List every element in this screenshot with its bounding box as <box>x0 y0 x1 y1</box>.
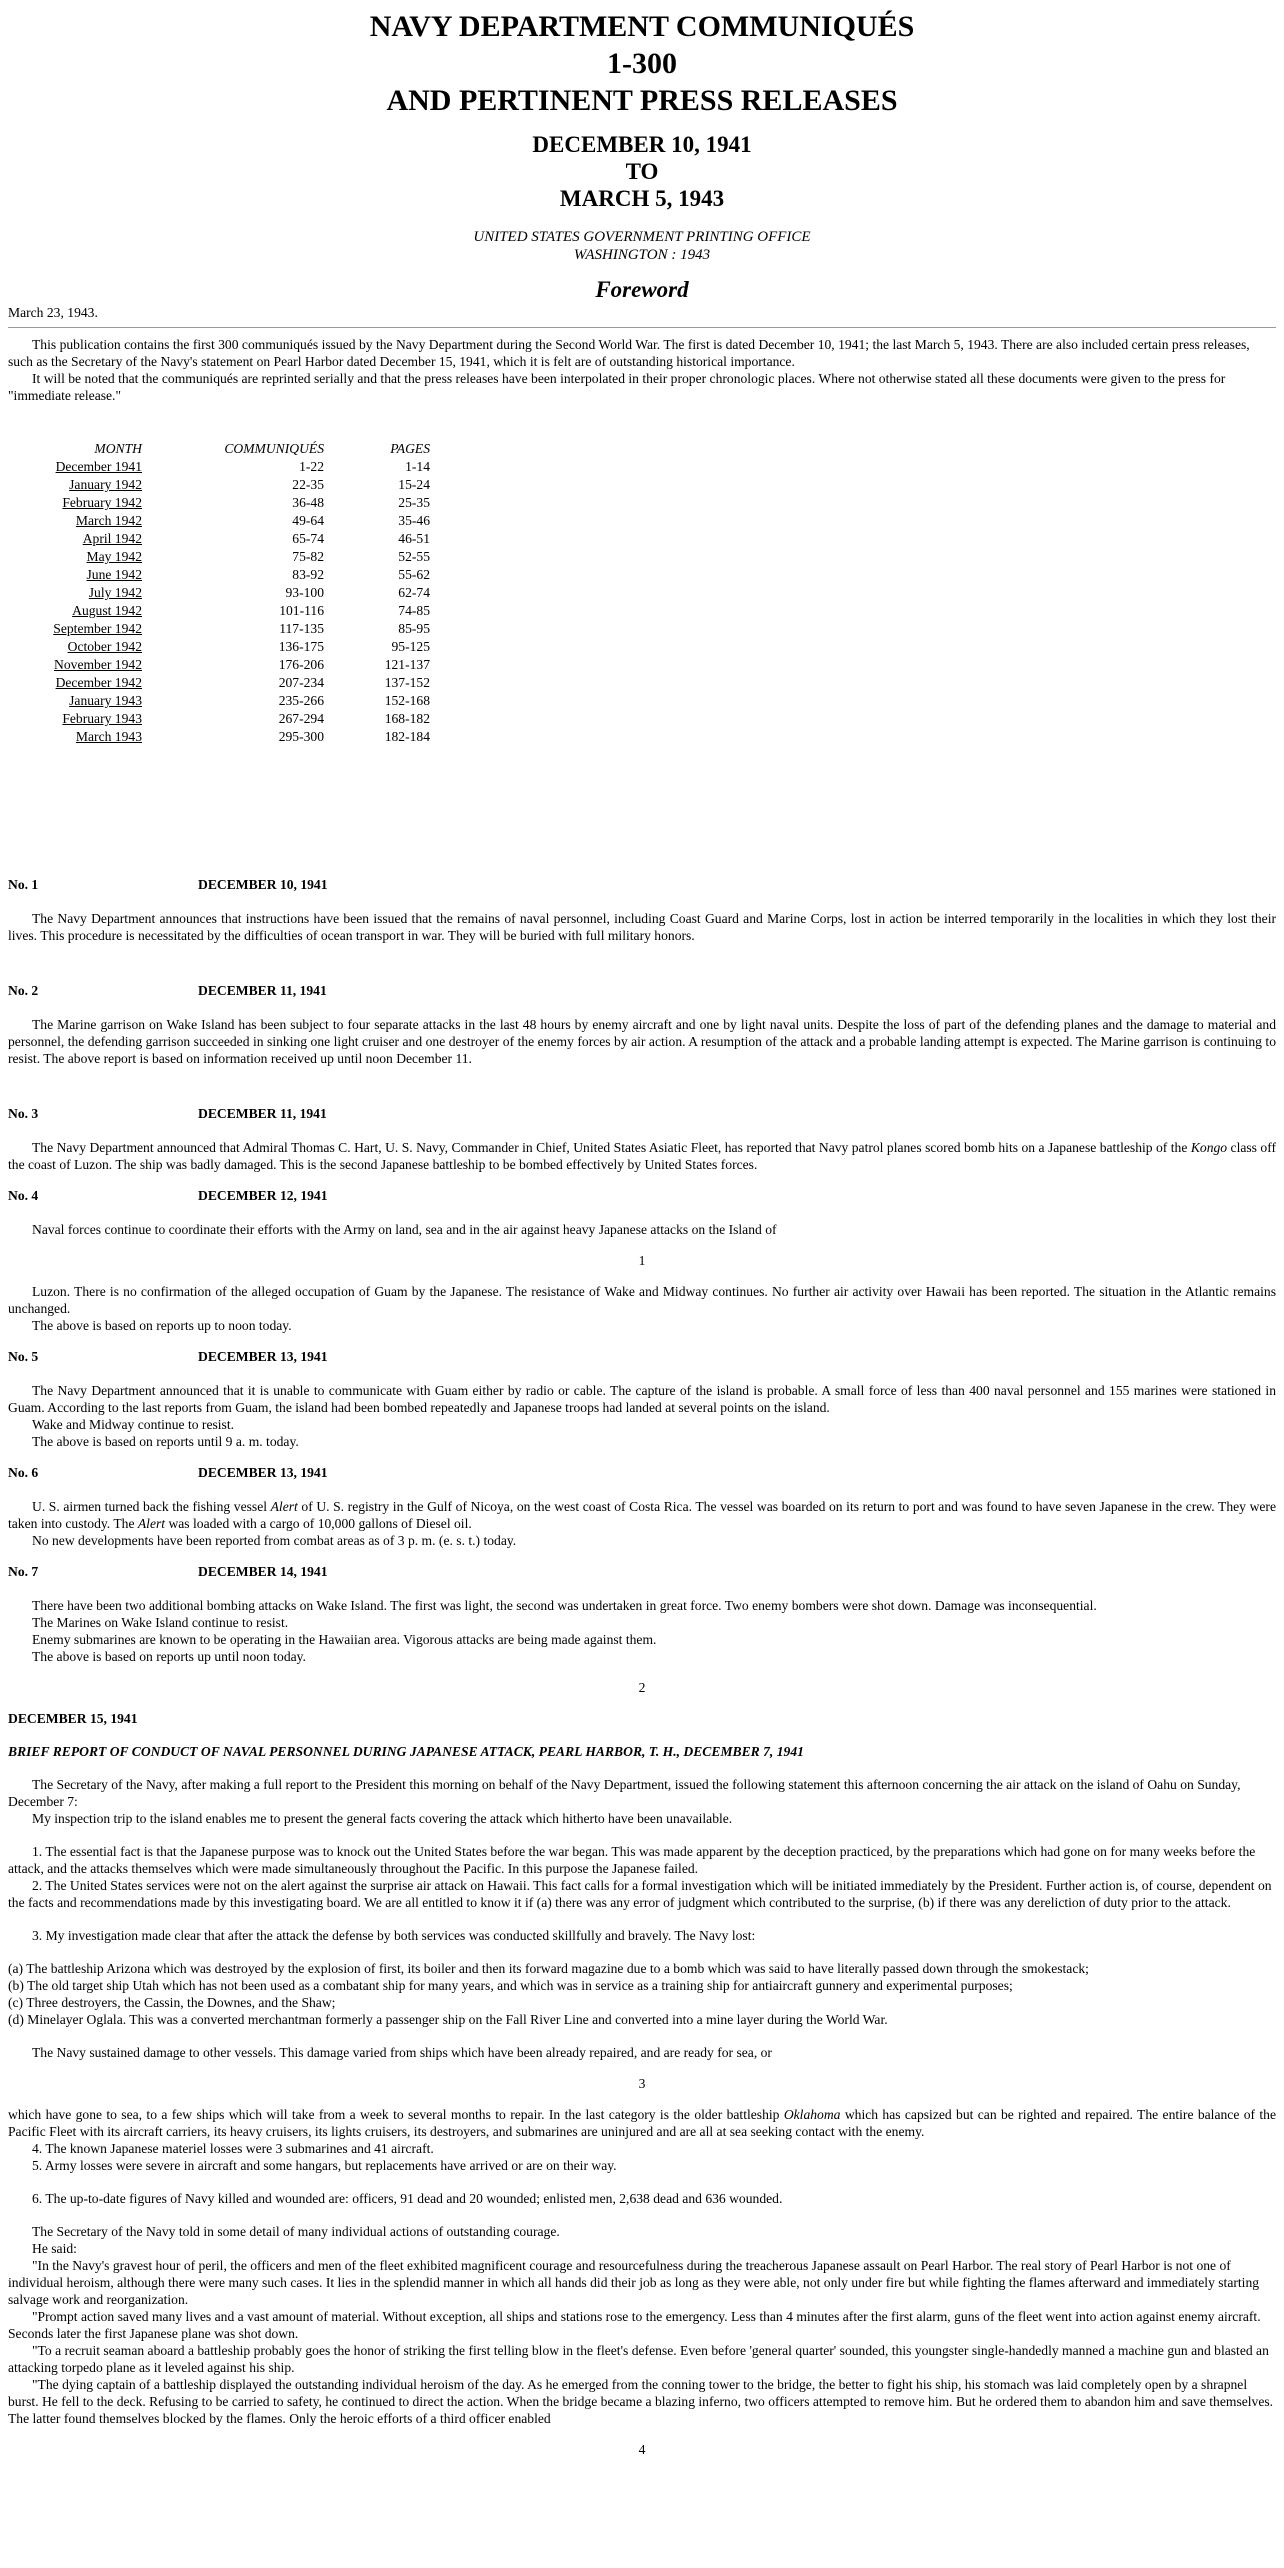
page-number: 4 <box>638 2442 646 2457</box>
communique-date: DECEMBER 10, 1941 <box>198 877 328 892</box>
foreword-date: March 23, 1943. <box>8 305 98 320</box>
contents-row <box>8 638 430 656</box>
contents-row <box>8 476 430 494</box>
communique-text: There have been two additional bombing attacks on Wake Island. The first was light, the second was undertaken in great force. Two enemy bombers were shot down. Damage was inconsequential. <box>32 1598 1097 1613</box>
contents-row <box>8 584 430 602</box>
contents-month-cell <box>8 728 142 746</box>
page-range: 137-152 <box>384 675 430 690</box>
contents-month-cell <box>8 620 142 638</box>
communique-number: No. 4 <box>8 1188 39 1203</box>
page-range: 74-85 <box>398 603 430 618</box>
month-link[interactable]: February 1943 <box>62 711 142 726</box>
month-link[interactable]: June 1942 <box>86 567 142 582</box>
contents-row <box>8 530 430 548</box>
month-link[interactable]: September 1942 <box>53 621 142 636</box>
communique-header <box>8 1105 1276 1123</box>
communique-range: 207-234 <box>278 675 324 690</box>
title-block <box>8 8 1276 304</box>
communique-header <box>8 1187 1276 1205</box>
month-link[interactable]: October 1942 <box>67 639 142 654</box>
contents-row <box>8 728 430 746</box>
report-point: 4. The known Japanese materiel losses were 3 submarines and 41 aircraft. <box>32 2141 434 2156</box>
quote-paragraph: "In the Navy's gravest hour of peril, the officers and men of the fleet exhibited magnificent courage and resourcefulness during the treacherous Japanese assault on Pearl Harbor. The real story of Pearl Harbor is not one of individual heroism, although there were many such cases. It lies in the splendid manner in which all hands did their job as long as they were able, not only under fire but while fighting the flames afterward and immediately starting salvage work and reorganization. <box>8 2258 1260 2307</box>
report-title: BRIEF REPORT OF CONDUCT OF NAVAL PERSONNEL DURING JAPANESE ATTACK, PEARL HARBOR, T. H., DECEMBER 7, 1941 <box>8 1744 804 1759</box>
report-paragraph: which have gone to sea, to a few ships which will take from a week to several months to repair. In the last category is the older battleship Oklahoma which has capsized but can be righted and repaired. The entire balance of the Pacific Fleet with its aircraft carriers, its heavy cruisers, its lights cruisers, its destroyers, and submarines are uninjured and are all at sea seeking contact with the enemy. <box>8 2107 1277 2139</box>
contents-month-cell <box>8 512 142 530</box>
contents-month-cell <box>8 656 142 674</box>
report-paragraph: My inspection trip to the island enables me to present the general facts covering the attack which hitherto have been unavailable. <box>32 1811 733 1826</box>
communique-range: 235-266 <box>278 693 324 708</box>
contents-row <box>8 566 430 584</box>
communique-range: 22-35 <box>292 477 324 492</box>
contents-row <box>8 458 430 476</box>
page-range: 35-46 <box>398 513 430 528</box>
col-header-month: MONTH <box>94 441 142 456</box>
communique-range: 136-175 <box>278 639 324 654</box>
date-range-to: TO <box>625 159 659 184</box>
month-link[interactable]: March 1942 <box>75 513 142 528</box>
main-title-line2: 1-300 <box>607 47 677 80</box>
quote-paragraph: "The dying captain of a battleship displayed the outstanding individual heroism of the day. As he emerged from the conning tower to the bridge, the better to fight his ship, his stomach was laid completely open by a shrapnel burst. He fell to the deck. Refusing to be carried to safety, he continued to direct the action. When the bridge became a blazing inferno, two officers attempted to remove him. But he ordered them to abandon him and save themselves. The latter found themselves blocked by the flames. Only the heroic efforts of a third officer enabled <box>8 2377 1274 2426</box>
communique-text: The above is based on reports up to noon today. <box>32 1318 292 1333</box>
communique-text: The Navy Department announced that Admiral Thomas C. Hart, U. S. Navy, Commander in Chief, United States Asiatic Fleet, has reported that Navy patrol planes scored bomb hits on a Japanese battleship of the Kongo class off the coast of Luzon. The ship was badly damaged. This is the second Japanese battleship to be bombed effectively by United States forces. <box>8 1140 1276 1172</box>
contents-month-cell <box>8 476 142 494</box>
report-paragraph: He said: <box>32 2241 77 2256</box>
page-range: 25-35 <box>398 495 430 510</box>
page-number: 2 <box>638 1680 646 1695</box>
communique-text: The Navy Department announces that instructions have been issued that the remains of naval personnel, including Coast Guard and Marine Corps, lost in action be interred temporarily in the localities in which they lost their lives. This procedure is necessitated by the difficulties of ocean transport in war. They will be buried with full military honors. <box>8 911 1276 943</box>
report-paragraph: The Secretary of the Navy told in some detail of many individual actions of outstanding courage. <box>32 2224 560 2239</box>
communique-date: DECEMBER 13, 1941 <box>198 1349 328 1364</box>
communique-range: 83-92 <box>292 567 324 582</box>
date-range-start: DECEMBER 10, 1941 <box>532 132 752 157</box>
contents-row <box>8 602 430 620</box>
month-link[interactable]: December 1941 <box>55 459 142 474</box>
report-point: 2. The United States services were not on the alert against the surprise air attack on Hawaii. This fact calls for a formal investigation which will be initiated immediately by the President. Further action is, of course, dependent on the facts and recommendations made by this investigating board. We are all entitled to know it if (a) there was any error of judgment which contributed to the surprise, (b) if there was any dereliction of duty prior to the attack. <box>8 1878 1272 1910</box>
month-link[interactable]: August 1942 <box>72 603 142 618</box>
page-range: 152-168 <box>384 693 430 708</box>
month-link[interactable]: April 1942 <box>82 531 142 546</box>
contents-table <box>8 440 430 746</box>
communique-text: Enemy submarines are known to be operating in the Hawaiian area. Vigorous attacks are being made against them. <box>32 1632 657 1647</box>
month-link[interactable]: January 1942 <box>69 477 142 492</box>
communique-text: The Navy Department announced that it is unable to communicate with Guam either by radio or cable. The capture of the island is probable. A small force of less than 400 naval personnel and 155 marines were stationed in Guam. According to the last reports from Guam, the island had been bombed repeatedly and Japanese troops had landed at several points on the island. <box>8 1383 1276 1415</box>
communique-range: 1-22 <box>299 459 324 474</box>
communique-header <box>8 876 1276 894</box>
communique-range: 65-74 <box>292 531 324 546</box>
page-range: 15-24 <box>398 477 430 492</box>
contents-month-cell <box>8 548 142 566</box>
list-item: (a) The battleship Arizona which was destroyed by the explosion of first, its boiler and then its forward magazine due to a bomb which was said to have literally passed down through the smokestack; <box>8 1961 1089 1976</box>
col-header-communiques: COMMUNIQUÉS <box>224 441 324 456</box>
report-point: 6. The up-to-date figures of Navy killed and wounded are: officers, 91 dead and 20 wounded; enlisted men, 2,638 dead and 636 wounded. <box>32 2191 783 2206</box>
contents-month-cell <box>8 566 142 584</box>
contents-row <box>8 656 430 674</box>
date-range-end: MARCH 5, 1943 <box>559 186 725 211</box>
page-range: 55-62 <box>398 567 430 582</box>
main-title-line3: AND PERTINENT PRESS RELEASES <box>386 84 898 117</box>
communique-range: 75-82 <box>292 549 324 564</box>
communique-range: 93-100 <box>285 585 324 600</box>
communique-text: The Marine garrison on Wake Island has been subject to four separate attacks in the last 48 hours by enemy aircraft and one by light naval units. Despite the loss of part of the defending planes and the damage to material and personnel, the defending garrison succeeded in sinking one light cruiser and one destroyer of the enemy forces by air action. A resumption of the attack and a probable landing attempt is expected. The Marine garrison is continuing to resist. The above report is based on information received up until noon December 11. <box>8 1017 1276 1066</box>
foreword-paragraph: This publication contains the first 300 communiqués issued by the Navy Department during the Second World War. The first is dated December 10, 1941; the last March 5, 1943. There are also included certain press releases, such as the Secretary of the Navy's statement on Pearl Harbor dated December 15, 1941, which it is felt are of outstanding historical importance. <box>8 337 1250 369</box>
contents-month-cell <box>8 458 142 476</box>
contents-month-cell <box>8 530 142 548</box>
divider <box>8 327 1276 328</box>
month-link[interactable]: May 1942 <box>86 549 142 564</box>
communique-range: 49-64 <box>292 513 324 528</box>
contents-row <box>8 710 430 728</box>
contents-month-cell <box>8 674 142 692</box>
page-range: 46-51 <box>398 531 430 546</box>
contents-month-cell <box>8 710 142 728</box>
communique-date: DECEMBER 11, 1941 <box>198 983 327 998</box>
communique-number: No. 3 <box>8 1106 39 1121</box>
communique-date: DECEMBER 13, 1941 <box>198 1465 328 1480</box>
contents-row <box>8 494 430 512</box>
report-paragraph: The Secretary of the Navy, after making a full report to the President this morning on behalf of the Navy Department, issued the following statement this afternoon concerning the air attack on the island of Oahu on Sunday, December 7: <box>8 1777 1241 1809</box>
quote-paragraph: "Prompt action saved many lives and a vast amount of material. Without exception, all ships and stations rose to the emergency. Less than 4 minutes after the first alarm, guns of the fleet went into action against enemy aircraft. Seconds later the first Japanese plane was shot down. <box>8 2309 1261 2341</box>
report-point: 1. The essential fact is that the Japanese purpose was to knock out the United States before the war began. This was made apparent by the deception practiced, by the preparations which had gone on for many weeks before the attack, and the attacks themselves which were made simultaneously throughout the Pacific. In this purpose the Japanese failed. <box>8 1844 1256 1876</box>
communique-range: 36-48 <box>292 495 324 510</box>
communique-text: The Marines on Wake Island continue to resist. <box>32 1615 289 1630</box>
communique-number: No. 2 <box>8 983 39 998</box>
losses-list <box>8 1960 1276 2028</box>
communique-range: 117-135 <box>279 621 324 636</box>
communique-date: DECEMBER 12, 1941 <box>198 1188 328 1203</box>
contents-row <box>8 620 430 638</box>
communique-text: No new developments have been reported from combat areas as of 3 p. m. (e. s. t.) today. <box>32 1533 517 1548</box>
contents-month-cell <box>8 692 142 710</box>
list-item: (d) Minelayer Oglala. This was a converted merchantman formerly a passenger ship on the Fall River Line and converted into a mine layer during the World War. <box>8 2012 888 2027</box>
contents-row <box>8 674 430 692</box>
document-page <box>8 0 1276 2458</box>
communique-text: Luzon. There is no confirmation of the alleged occupation of Guam by the Japanese. The resistance of Wake and Midway continues. No further air activity over Hawaii has been reported. The situation in the Atlantic remains unchanged. <box>8 1284 1276 1316</box>
communique-text: The above is based on reports up until noon today. <box>32 1649 306 1664</box>
communique-number: No. 6 <box>8 1465 39 1480</box>
report-date: DECEMBER 15, 1941 <box>8 1711 138 1726</box>
communique-date: DECEMBER 11, 1941 <box>198 1106 327 1121</box>
contents-month-cell <box>8 494 142 512</box>
communique-number: No. 5 <box>8 1349 39 1364</box>
communique-header <box>8 1563 1276 1581</box>
page-range: 182-184 <box>384 729 430 744</box>
report-paragraph: The Navy sustained damage to other vessels. This damage varied from ships which have been already repaired, and are ready for sea, or <box>32 2045 772 2060</box>
month-link[interactable]: February 1942 <box>62 495 142 510</box>
communique-text: U. S. airmen turned back the fishing vessel Alert of U. S. registry in the Gulf of Nicoya, on the west coast of Costa Rica. The vessel was boarded on its return to port and was found to have seven Japanese in the crew. They were taken into custody. The Alert was loaded with a cargo of 10,000 gallons of Diesel oil. <box>8 1499 1276 1531</box>
list-item: (b) The old target ship Utah which has not been used as a combatant ship for many years, and which was in service as a training ship for antiaircraft gunnery and experimental purposes; <box>8 1978 1013 1993</box>
publisher: UNITED STATES GOVERNMENT PRINTING OFFICE <box>473 229 811 245</box>
page-range: 1-14 <box>405 459 430 474</box>
month-link[interactable]: July 1942 <box>88 585 142 600</box>
communique-range: 267-294 <box>278 711 324 726</box>
communique-header <box>8 1464 1276 1482</box>
page-range: 52-55 <box>398 549 430 564</box>
communique-range: 176-206 <box>278 657 324 672</box>
communique-text: Naval forces continue to coordinate their efforts with the Army on land, sea and in the air against heavy Japanese attacks on the Island of <box>32 1222 777 1237</box>
page-number: 3 <box>638 2076 646 2091</box>
month-link[interactable]: December 1942 <box>55 675 142 690</box>
foreword-heading: Foreword <box>595 277 689 302</box>
main-title-line1: NAVY DEPARTMENT COMMUNIQUÉS <box>369 10 915 43</box>
contents-month-cell <box>8 602 142 620</box>
contents-row <box>8 512 430 530</box>
publisher-place: WASHINGTON : 1943 <box>573 247 711 263</box>
month-link[interactable]: November 1942 <box>54 657 142 672</box>
communique-header <box>8 1348 1276 1366</box>
report-point: 3. My investigation made clear that after the attack the defense by both services was conducted skillfully and bravely. The Navy lost: <box>32 1928 756 1943</box>
communique-range: 101-116 <box>279 603 324 618</box>
communique-number: No. 1 <box>8 877 39 892</box>
page-number: 1 <box>638 1253 646 1268</box>
communique-text: Wake and Midway continue to resist. <box>32 1417 235 1432</box>
contents-row <box>8 692 430 710</box>
list-item: (c) Three destroyers, the Cassin, the Downes, and the Shaw; <box>8 1995 336 2010</box>
page-range: 121-137 <box>384 657 430 672</box>
communique-range: 295-300 <box>278 729 324 744</box>
contents-month-cell <box>8 638 142 656</box>
contents-month-cell <box>8 584 142 602</box>
communique-text: The above is based on reports until 9 a. m. today. <box>32 1434 299 1449</box>
month-link[interactable]: January 1943 <box>69 693 142 708</box>
contents-row <box>8 548 430 566</box>
month-link[interactable]: March 1943 <box>75 729 142 744</box>
foreword-paragraph: It will be noted that the communiqués are reprinted serially and that the press releases have been interpolated in their proper chronologic places. Where not otherwise stated all these documents were given to the press for "immediate release." <box>8 371 1226 403</box>
communique-header <box>8 982 1276 1000</box>
page-range: 95-125 <box>391 639 430 654</box>
contents-header-row <box>8 440 430 458</box>
page-range: 62-74 <box>398 585 430 600</box>
communique-number: No. 7 <box>8 1564 39 1579</box>
quote-paragraph: "To a recruit seaman aboard a battleship probably goes the honor of striking the first telling blow in the fleet's defense. Even before 'general quarter' sounded, this youngster single-handedly manned a machine gun and blasted an attacking torpedo plane as it leveled against his ship. <box>8 2343 1269 2375</box>
page-range: 168-182 <box>384 711 430 726</box>
report-point: 5. Army losses were severe in aircraft and some hangars, but replacements have arrived or are on their way. <box>32 2158 617 2173</box>
communique-date: DECEMBER 14, 1941 <box>198 1564 328 1579</box>
page-range: 85-95 <box>398 621 430 636</box>
col-header-pages: PAGES <box>390 441 430 456</box>
